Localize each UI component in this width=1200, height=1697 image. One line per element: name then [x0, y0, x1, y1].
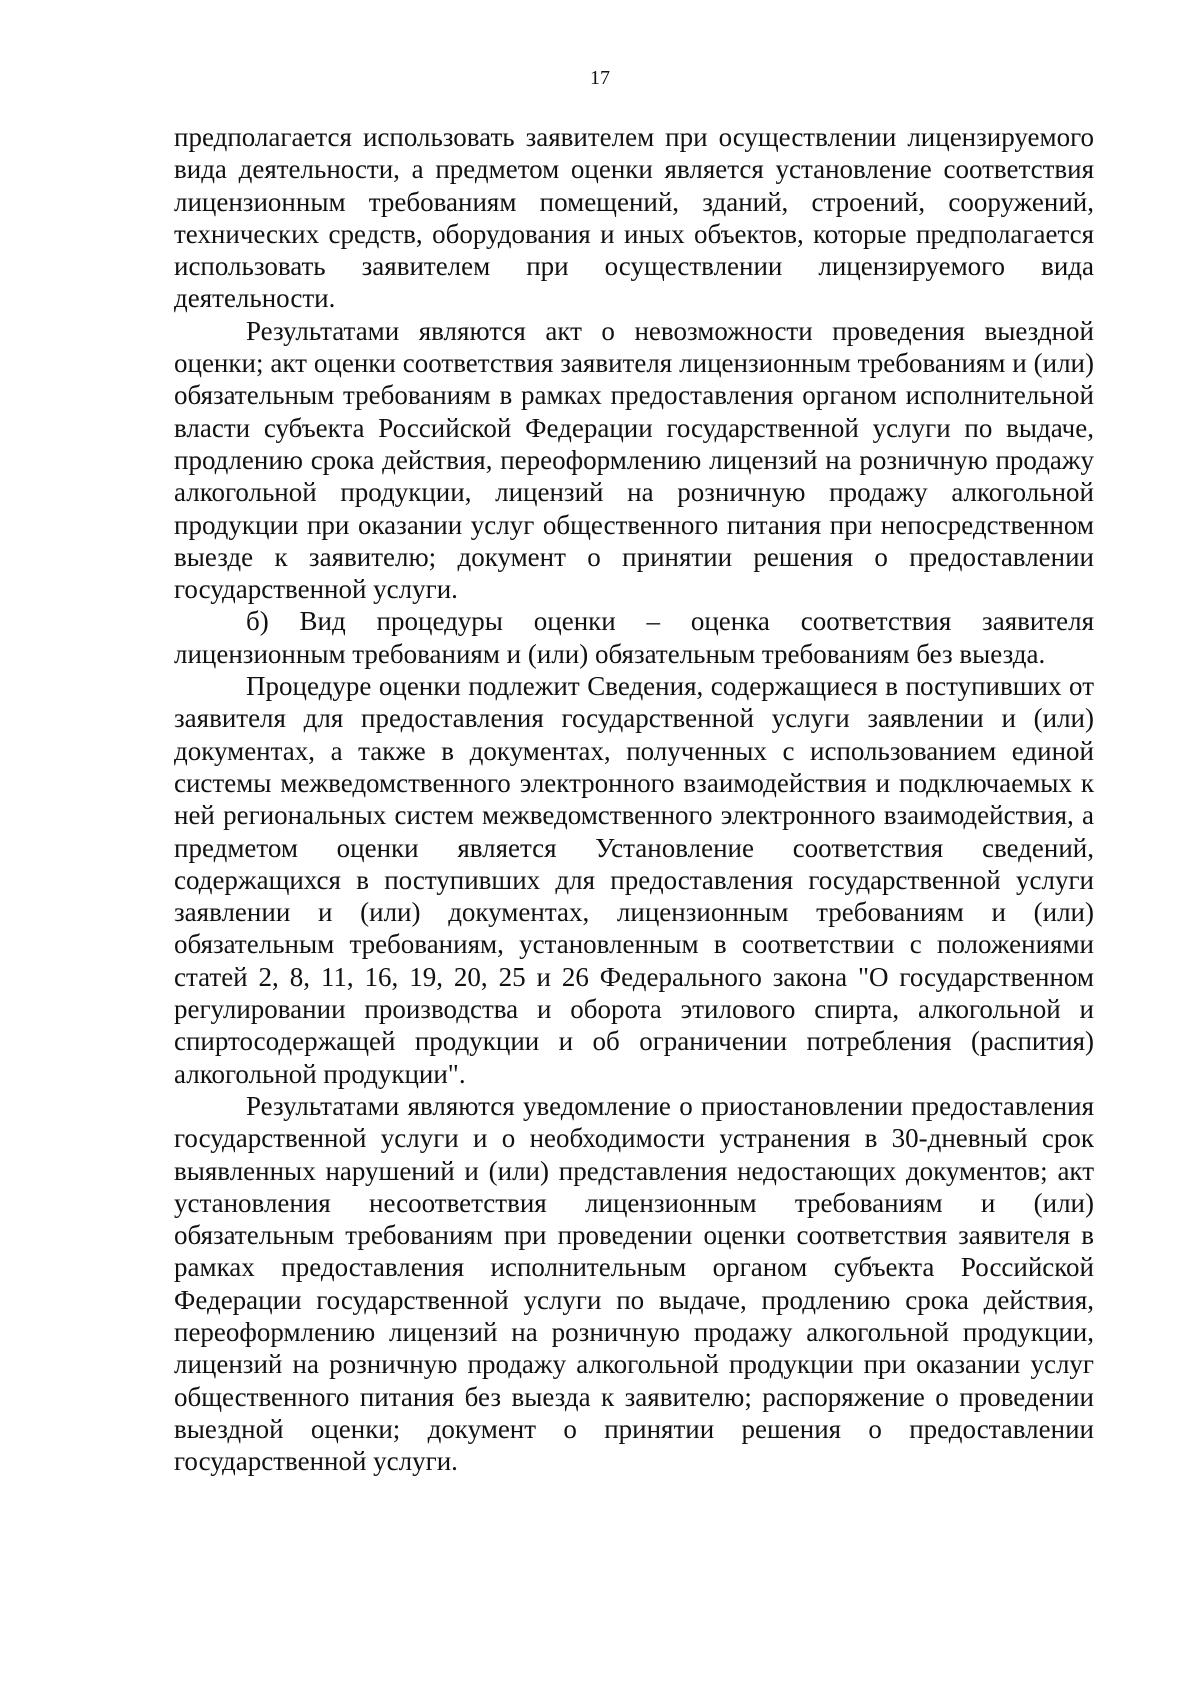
paragraph-1: предполагается использовать заявителем при осуществлении лицензируемого вида деятельности, а предметом оценки является установление соответствия лицензионным требованиям помещений, зданий, строений, сооружений, технических средств, оборудования и иных объектов, которые предполагается использовать заявителем при осуществлении лицензируемого вида деятельности. — [174, 122, 1094, 314]
paragraph-2: Результатами являются акт о невозможности проведения выездной оценки; акт оценки соответствия заявителя лицензионным требованиям и (или) обязательным требованиям в рамках предоставления органом исполнительной власти субъекта Российской Федерации государственной услуги по выдаче, продлению срока действия, переоформлению лицензий на розничную продажу алкогольной продукции, лицензий на розничную продажу алкогольной продукции при оказании услуг общественного питания при непосредственном выезде к заявителю; документ о принятии решения о предоставлении государственной услуги. — [174, 315, 1094, 605]
paragraph-5: Результатами являются уведомление о приостановлении предоставления государственной услуги и о необходимости устранения в 30-дневный срок выявленных нарушений и (или) представления недостающих документов; акт установления несоответствия лицензионным требованиям и (или) обязательным требованиям при проведении оценки соответствия заявителя в рамках предоставления исполнительным органом субъекта Российской Федерации государственной услуги по выдаче, продлению срока действия, переоформлению лицензий на розничную продажу алкогольной продукции, лицензий на розничную продажу алкогольной продукции при оказании услуг общественного питания без выезда к заявителю; распоряжение о проведении выездной оценки; документ о принятии решения о предоставлении государственной услуги. — [174, 1090, 1094, 1477]
paragraph-3: б) Вид процедуры оценки – оценка соответствия заявителя лицензионным требованиям и (или) обязательным требованиям без выезда. — [174, 606, 1094, 669]
document-body — [174, 121, 1094, 1477]
paragraph-4: Процедуре оценки подлежит Сведения, содержащиеся в поступивших от заявителя для предоставления государственной услуги заявлении и (или) документах, а также в документах, полученных с использованием единой системы межведомственного электронного взаимодействия и подключаемых к ней региональных систем межведомственного электронного взаимодействия, а предметом оценки является Установление соответствия сведений, содержащихся в поступивших для предоставления государственной услуги заявлении и (или) документах, лицензионным требованиям и (или) обязательным требованиям, установленным в соответствии с положениями статей 2, 8, 11, 16, 19, 20, 25 и 26 Федерального закона "О государственном регулировании производства и оборота этилового спирта, алкогольной и спиртосодержащей продукции и об ограничении потребления (распития) алкогольной продукции". — [174, 671, 1094, 1089]
page-number: 17 — [590, 67, 610, 89]
